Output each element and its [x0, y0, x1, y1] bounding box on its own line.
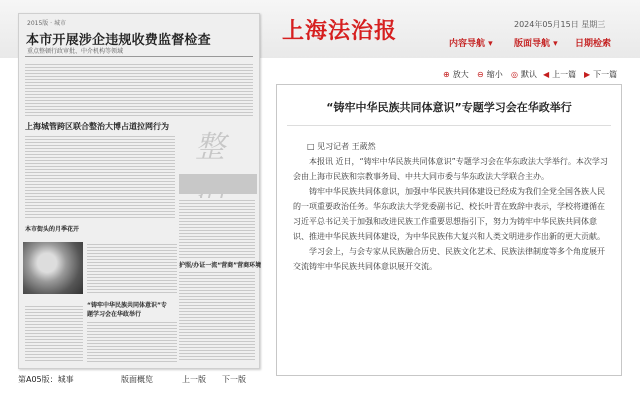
article-body [293, 154, 611, 274]
highlight-box[interactable] [179, 174, 257, 194]
nav-date-search-label: 日期检索 [575, 39, 612, 49]
article-text-block[interactable] [87, 320, 177, 362]
box-headline[interactable]: “铸牢中华民族共同体意识”专题学习会在华政举行 [87, 302, 167, 318]
prev-page-link[interactable]: 上一版 [182, 375, 206, 384]
prev-article-label: 上一篇 [552, 70, 577, 79]
reset-size-label: 默认 [520, 70, 537, 79]
nav-content[interactable] [449, 36, 493, 50]
next-article-label: 下一篇 [593, 70, 618, 79]
article-text-block[interactable] [179, 198, 255, 258]
news-photo[interactable] [23, 242, 83, 294]
next-page-link[interactable]: 下一版 [222, 375, 246, 384]
page-overview-link[interactable]: 版面概览 [121, 375, 153, 384]
article-panel [276, 84, 622, 376]
article-byline: □ 见习记者 王葳然 [307, 142, 376, 151]
chevron-down-icon: ▾ [553, 39, 558, 49]
article-text-block[interactable] [25, 134, 175, 218]
zoom-out-button[interactable] [477, 69, 503, 80]
page-headline[interactable]: 本市开展涉企违规收费监督检查 [26, 33, 211, 48]
arrow-right-icon: ▶ [584, 70, 591, 79]
divider [287, 125, 611, 126]
zoom-in-label: 放大 [452, 70, 469, 79]
reset-size-button[interactable] [511, 69, 537, 80]
nav-date-search[interactable] [575, 36, 611, 50]
article-title: “铸牢中华民族共同体意识”专题学习会在华政举行 [326, 101, 572, 114]
calligraphy-title: 整 [195, 130, 231, 165]
nav-layout-label: 版面导航 [514, 39, 551, 49]
prev-article-button[interactable] [543, 69, 576, 80]
box2-headline[interactable]: 护照/办证一流“营商”营商环境 [179, 262, 262, 269]
arrow-left-icon: ◀ [543, 70, 550, 79]
zoom-in-button[interactable] [443, 69, 469, 80]
article-text-block[interactable] [87, 242, 177, 294]
chevron-down-icon: ▾ [488, 39, 493, 49]
nav-content-label: 内容导航 [449, 39, 486, 49]
plus-icon: ⊕ [443, 70, 450, 79]
issue-date: 2024年05月15日 星期三 [514, 20, 606, 29]
photo-caption: 本市街头的月季花开 [25, 226, 80, 233]
site-logo[interactable]: 上海法治报 [282, 18, 398, 44]
divider [25, 56, 253, 57]
nav-layout[interactable] [514, 36, 558, 50]
zoom-out-label: 缩小 [486, 70, 503, 79]
article-paragraph: 铸牢中华民族共同体意识，加强中华民族共同体建设已经成为我们全党全国各族人民的一项重要政治任务。华东政法大学党委副书记、校长叶青在致辞中表示，学校将遵循在习近平总书记关于加强和改进民族工作重要思想指引下，努力为铸牢中华民族共同体意识、推进中华民族共同体建设，为中华民族伟大复兴和人类文明进步作出新的更大贡献。 [293, 187, 605, 241]
current-page-label: 第A05版：城事 [18, 375, 74, 384]
article-text-block[interactable] [179, 270, 255, 362]
article-paragraph: 本报讯 近日，“铸牢中华民族共同体意识”专题学习会在华东政法大学举行。本次学习会由上海市民族和宗教事务局、中共大同市委与华东政法大学联合主办。 [293, 157, 608, 181]
minus-icon: ⊖ [477, 70, 484, 79]
article-paragraph: 学习会上，与会专家从民族融合历史、民族文化艺术、民族法律制度等多个角度展开交流铸牢中华民族共同体意识展开交流。 [293, 247, 605, 271]
reset-icon: ◎ [511, 70, 518, 79]
next-article-button[interactable] [584, 69, 617, 80]
article-text-block[interactable] [25, 62, 253, 118]
page-subheadline: 重点整顿行政审批、中介机构等领域 [27, 48, 124, 55]
article-text-block[interactable] [25, 304, 83, 362]
page-section-tag: 2015版 · 城市 [27, 20, 66, 27]
secondary-headline[interactable]: 上海城管跨区联合整治大博占道拉网行为 [25, 121, 169, 131]
newspaper-page-image[interactable] [18, 13, 260, 369]
